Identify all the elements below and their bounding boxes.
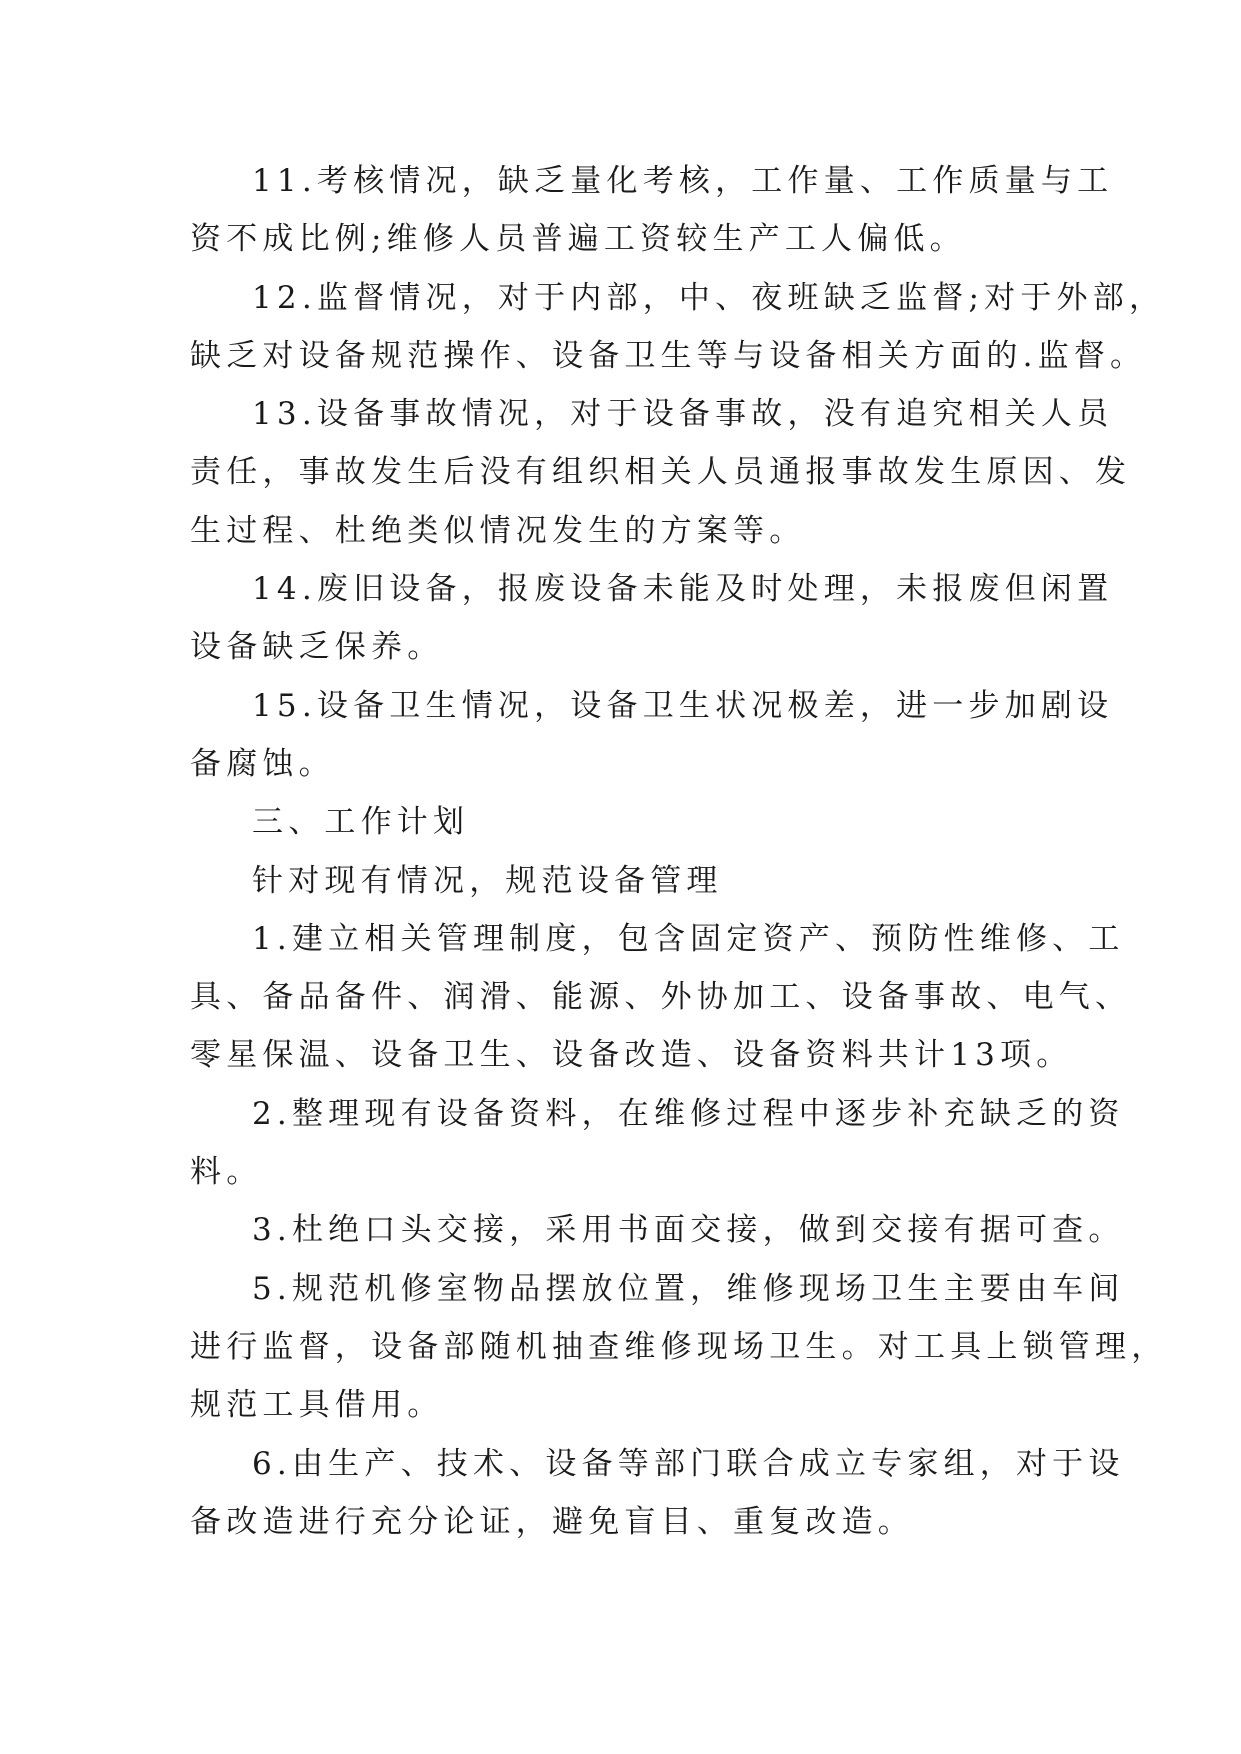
paragraph-line: 料。 <box>190 1154 263 1191</box>
paragraph-line: 零星保温、设备卫生、设备改造、设备资料共计13项。 <box>190 1037 1073 1074</box>
paragraph-line: 2.整理现有设备资料，在维修过程中逐步补充缺乏的资 <box>252 1095 1125 1132</box>
paragraph-line: 具、备品备件、润滑、能源、外协加工、设备事故、电气、 <box>190 979 1132 1016</box>
paragraph-line: 6.由生产、技术、设备等部门联合成立专家组，对于设 <box>252 1445 1125 1482</box>
paragraph-line: 11.考核情况，缺乏量化考核，工作量、工作质量与工 <box>252 163 1114 199</box>
paragraph-line: 14.废旧设备，报废设备未能及时处理，未报废但闲置 <box>252 571 1114 608</box>
paragraph-line: 12.监督情况，对于内部，中、夜班缺乏监督;对于外部， <box>252 279 1166 316</box>
paragraph-line: 5.规范机修室物品摆放位置，维修现场卫生主要由车间 <box>252 1270 1125 1307</box>
paragraph-line: 针对现有情况，规范设备管理 <box>252 862 723 899</box>
paragraph-line: 责任，事故发生后没有组织相关人员通报事故发生原因、发 <box>190 454 1132 491</box>
paragraph-line: 设备缺乏保养。 <box>190 629 444 666</box>
paragraph-line: 15.设备卫生情况，设备卫生状况极差，进一步加剧设 <box>252 687 1114 724</box>
paragraph-line: 1.建立相关管理制度，包含固定资产、预防性维修、工 <box>252 920 1125 957</box>
paragraph-line: 缺乏对设备规范操作、设备卫生等与设备相关方面的.监督。 <box>190 337 1147 374</box>
paragraph-line: 生过程、杜绝类似情况发生的方案等。 <box>190 512 806 549</box>
document-body <box>190 152 1168 1551</box>
paragraph-line: 13.设备事故情况，对于设备事故，没有追究相关人员 <box>252 396 1114 433</box>
paragraph-line: 规范工具借用。 <box>190 1387 444 1424</box>
paragraph-line: 资不成比例;维修人员普遍工资较生产工人偏低。 <box>190 221 966 258</box>
paragraph-line: 备改造进行充分论证，避免盲目、重复改造。 <box>190 1503 914 1540</box>
section-heading: 三、工作计划 <box>252 804 470 841</box>
paragraph-line: 备腐蚀。 <box>190 745 335 782</box>
paragraph-line: 3.杜绝口头交接，采用书面交接，做到交接有据可查。 <box>252 1212 1125 1249</box>
paragraph-line: 进行监督，设备部随机抽查维修现场卫生。对工具上锁管理， <box>190 1328 1168 1365</box>
